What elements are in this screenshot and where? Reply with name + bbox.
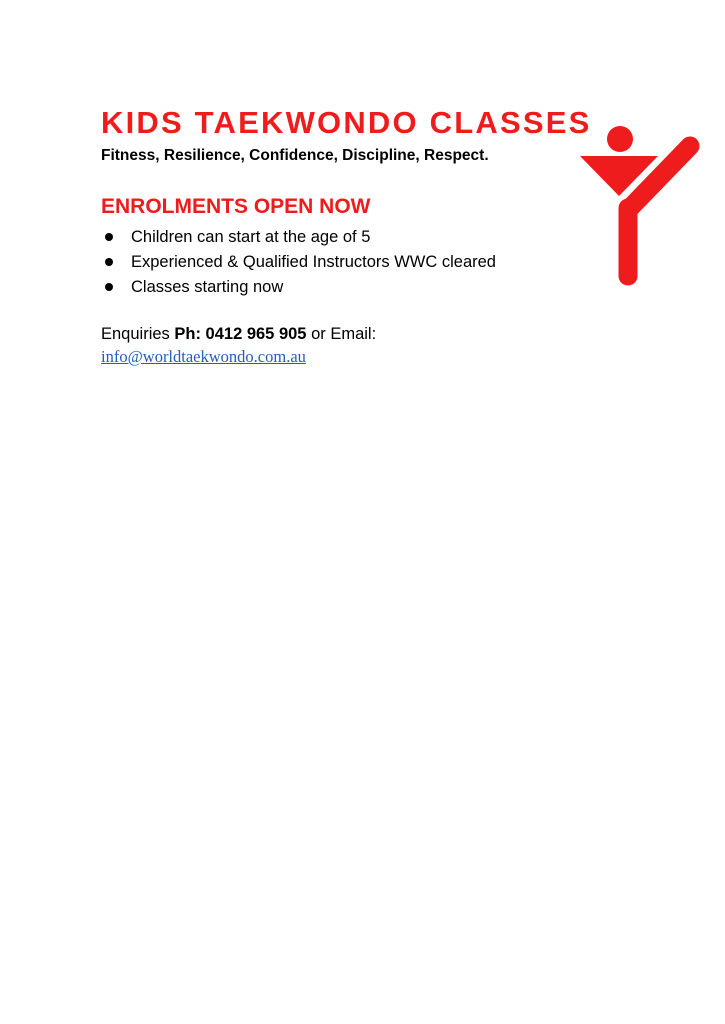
enquiries-line: [101, 322, 376, 346]
enquiries-prefix: Enquiries: [101, 325, 175, 343]
logo-arm: [630, 146, 690, 208]
list-item: [101, 250, 496, 275]
page-title: KIDS TAEKWONDO CLASSES: [101, 105, 592, 140]
list-item-text: Experienced & Qualified Instructors WWC cleared: [131, 253, 496, 271]
logo-head: [607, 126, 633, 152]
bullet-icon: [105, 283, 113, 291]
bullet-icon: [105, 233, 113, 241]
bullet-icon: [105, 258, 113, 266]
email-link[interactable]: info@worldtaekwondo.com.au: [101, 347, 306, 366]
list-item-text: Classes starting now: [131, 278, 284, 296]
phone-number[interactable]: Ph: 0412 965 905: [174, 325, 307, 343]
list-item-text: Children can start at the age of 5: [131, 228, 371, 246]
list-item: [101, 225, 496, 250]
tagline: Fitness, Resilience, Confidence, Discipline, Respect.: [101, 147, 489, 164]
email-prefix: or Email:: [306, 325, 377, 343]
enrolment-heading: ENROLMENTS OPEN NOW: [101, 195, 371, 218]
enrolment-list: [101, 225, 496, 300]
list-item: [101, 275, 496, 300]
taekwondo-figure-icon: [578, 124, 702, 288]
